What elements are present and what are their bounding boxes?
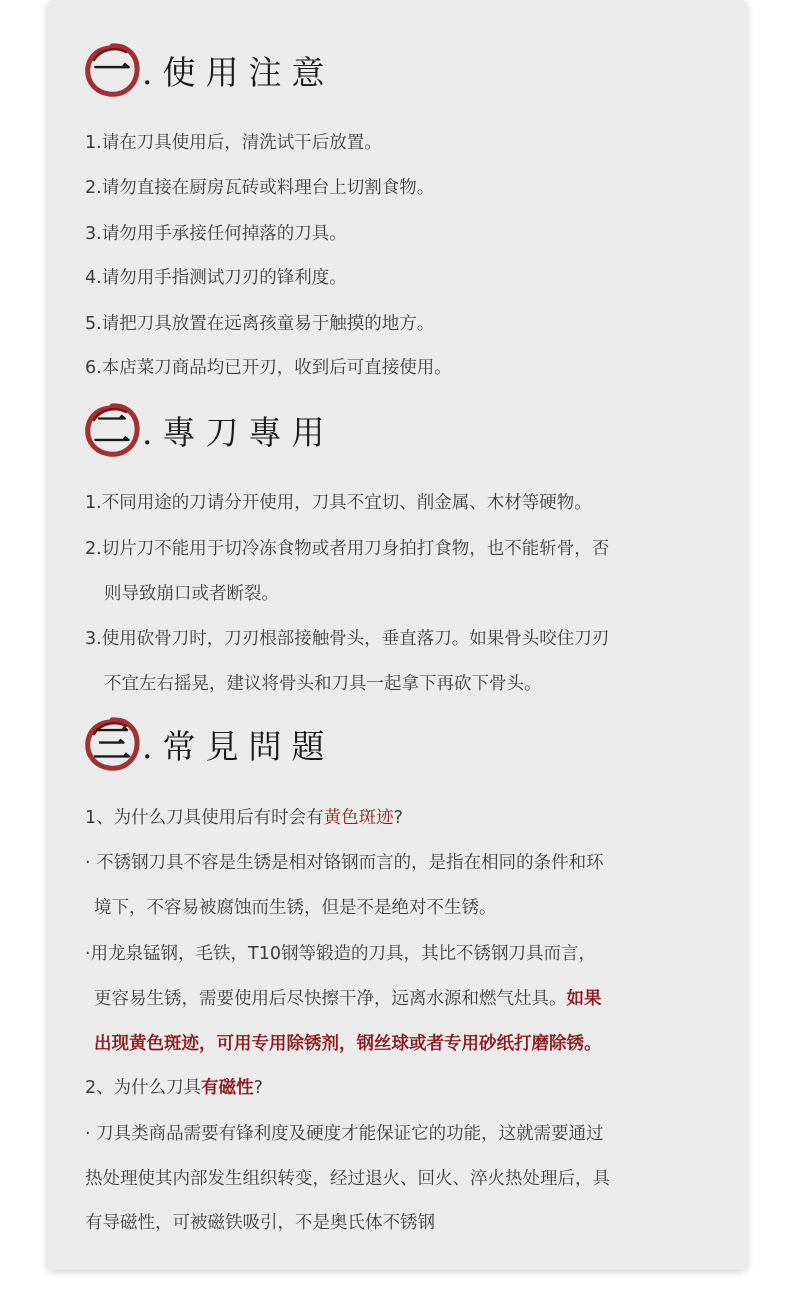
list-item: 不宜左右摇晃，建议将骨头和刀具一起拿下再砍下骨头。 [104, 674, 542, 694]
section-heading-usage-notes [82, 38, 335, 102]
list-item: 3.使用砍骨刀时，刀刃根部接触骨头，垂直落刀。如果骨头咬住刀刃 [85, 629, 610, 649]
highlight-text: 黄色斑迹 [323, 808, 394, 828]
section-title: .專刀專用 [142, 412, 335, 452]
faq-answer-line: · 刀具类商品需要有锋利度及硬度才能保证它的功能，这就需要通过 [85, 1124, 604, 1144]
faq-answer-line: ·用龙泉锰钢，毛铁，T10钢等锻造的刀具，其比不锈钢刀具而言， [85, 944, 597, 964]
section-heading-dedicated-knives [82, 398, 335, 462]
section-heading-faq [82, 712, 335, 776]
faq-answer-line: 更容易生锈，需要使用后尽快擦干净，远离水源和燃气灶具。如果 [94, 989, 602, 1009]
highlight-text: 如果 [566, 989, 602, 1009]
section-number: 三 [92, 721, 131, 766]
list-item: 2.请勿直接在厨房瓦砖或料理台上切割食物。 [85, 178, 435, 198]
list-item: 1.不同用途的刀请分开使用，刀具不宜切、削金属、木材等硬物。 [85, 493, 592, 513]
faq-answer-line: 有导磁性，可被磁铁吸引，不是奥氏体不锈钢 [85, 1213, 435, 1233]
list-item: 3.请勿用手承接任何掉落的刀具。 [85, 224, 347, 244]
faq-question: 1、为什么刀具使用后有时会有黄色斑迹? [85, 808, 403, 828]
faq-answer-line: 出现黄色斑迹，可用专用除锈剂，钢丝球或者专用砂纸打磨除锈。 [94, 1034, 602, 1054]
list-item: 6.本店菜刀商品均已开刃，收到后可直接使用。 [85, 358, 452, 378]
list-item: 2.切片刀不能用于切冷冻食物或者用刀身拍打食物，也不能斩骨，否 [85, 539, 610, 559]
section-number: 二 [92, 407, 131, 452]
list-item: 1.请在刀具使用后，清洗试干后放置。 [85, 133, 382, 153]
list-item: 5.请把刀具放置在远离孩童易于触摸的地方。 [85, 314, 435, 334]
highlight-text: 有磁性 [201, 1078, 254, 1098]
section-title: .使用注意 [142, 52, 335, 92]
red-brush-circle-icon [82, 400, 142, 460]
list-item: 4.请勿用手指测试刀刃的锋利度。 [85, 268, 347, 288]
faq-answer-line: 境下，不容易被腐蚀而生锈，但是不是绝对不生锈。 [94, 898, 497, 918]
faq-answer-line: 热处理使其内部发生组织转变，经过退火、回火、淬火热处理后，具 [85, 1169, 610, 1189]
section-number: 一 [92, 47, 131, 92]
faq-answer-line: · 不锈钢刀具不容是生锈是相对铬钢而言的，是指在相同的条件和环 [85, 853, 604, 873]
red-brush-circle-icon [82, 714, 142, 774]
section-title: .常見問題 [142, 726, 335, 766]
list-item: 则导致崩口或者断裂。 [104, 584, 279, 604]
red-brush-circle-icon [82, 40, 142, 100]
faq-question: 2、为什么刀具有磁性? [85, 1078, 263, 1098]
